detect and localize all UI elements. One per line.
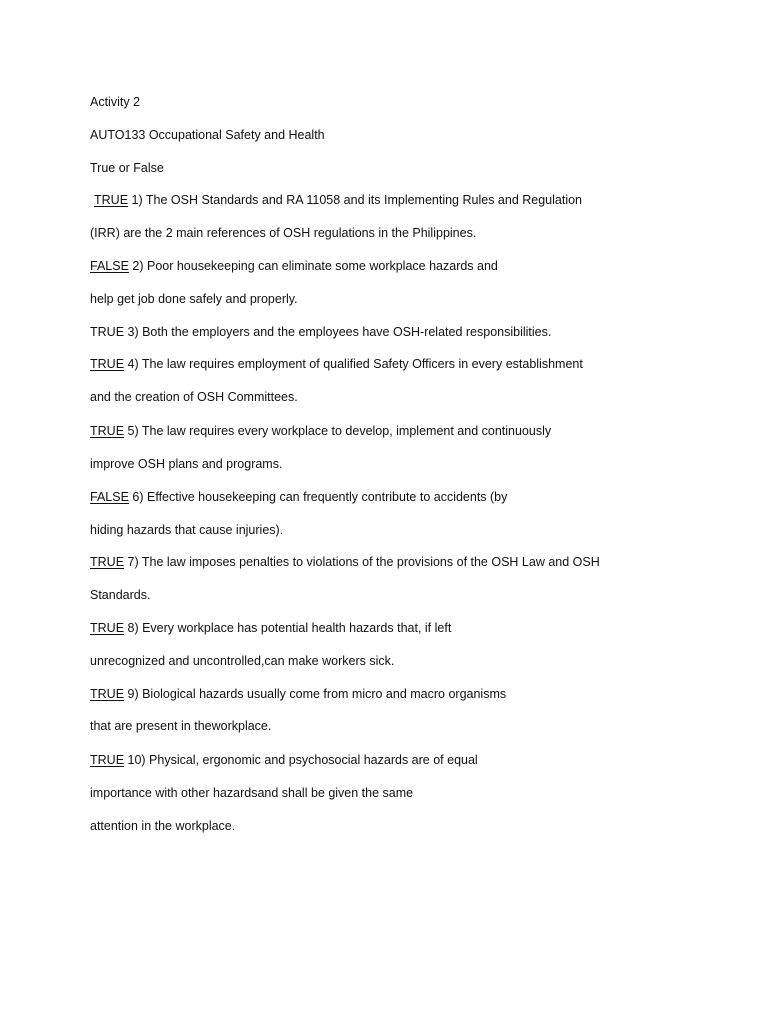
question-continuation: importance with other hazardsand shall be given the same xyxy=(90,786,414,800)
answer-label: TRUE xyxy=(90,325,125,339)
question-line xyxy=(90,258,730,274)
question-text: 10) Physical, ergonomic and psychosocial hazards are of equal xyxy=(124,753,478,767)
course-title: AUTO133 Occupational Safety and Health xyxy=(90,128,325,142)
answer-label: TRUE xyxy=(90,424,125,438)
question-text: 1) The OSH Standards and RA 11058 and its Implementing Rules and Regulation xyxy=(128,193,583,207)
question-text: 6) Effective housekeeping can frequently contribute to accidents (by xyxy=(128,490,508,504)
question-line xyxy=(90,686,730,702)
answer-label: TRUE xyxy=(90,753,125,767)
question-text: 8) Every workplace has potential health hazards that, if left xyxy=(124,621,452,635)
question-text: 7) The law imposes penalties to violations of the provisions of the OSH Law and OSH xyxy=(124,555,600,569)
section-title: True or False xyxy=(90,161,164,175)
question-line xyxy=(90,356,730,372)
question-text: 9) Biological hazards usually come from micro and macro organisms xyxy=(124,687,507,701)
answer-label: TRUE xyxy=(94,193,129,207)
answer-label: FALSE xyxy=(90,259,129,273)
question-continuation: unrecognized and uncontrolled,can make workers sick. xyxy=(90,654,395,668)
question-continuation: Standards. xyxy=(90,588,151,602)
question-line xyxy=(94,192,734,208)
question-continuation: (IRR) are the 2 main references of OSH regulations in the Philippines. xyxy=(90,226,477,240)
question-continuation: attention in the workplace. xyxy=(90,819,236,833)
question-text: 4) The law requires employment of qualified Safety Officers in every establishment xyxy=(124,357,583,371)
answer-label: TRUE xyxy=(90,687,125,701)
question-text: 3) Both the employers and the employees have OSH-related responsibilities. xyxy=(124,325,552,339)
question-line xyxy=(90,489,730,505)
question-line xyxy=(90,423,730,439)
activity-title: Activity 2 xyxy=(90,95,141,109)
question-continuation: improve OSH plans and programs. xyxy=(90,457,283,471)
question-text: 2) Poor housekeeping can eliminate some workplace hazards and xyxy=(128,259,498,273)
question-continuation: help get job done safely and properly. xyxy=(90,292,298,306)
question-line xyxy=(90,554,730,570)
question-line xyxy=(90,752,730,768)
answer-label: TRUE xyxy=(90,357,125,371)
question-line xyxy=(90,324,730,340)
question-text: 5) The law requires every workplace to develop, implement and continuously xyxy=(124,424,552,438)
answer-label: TRUE xyxy=(90,555,125,569)
answer-label: FALSE xyxy=(90,490,129,504)
question-line xyxy=(90,620,730,636)
question-continuation: and the creation of OSH Committees. xyxy=(90,390,298,404)
question-continuation: that are present in theworkplace. xyxy=(90,719,272,733)
question-continuation: hiding hazards that cause injuries). xyxy=(90,523,284,537)
answer-label: TRUE xyxy=(90,621,125,635)
